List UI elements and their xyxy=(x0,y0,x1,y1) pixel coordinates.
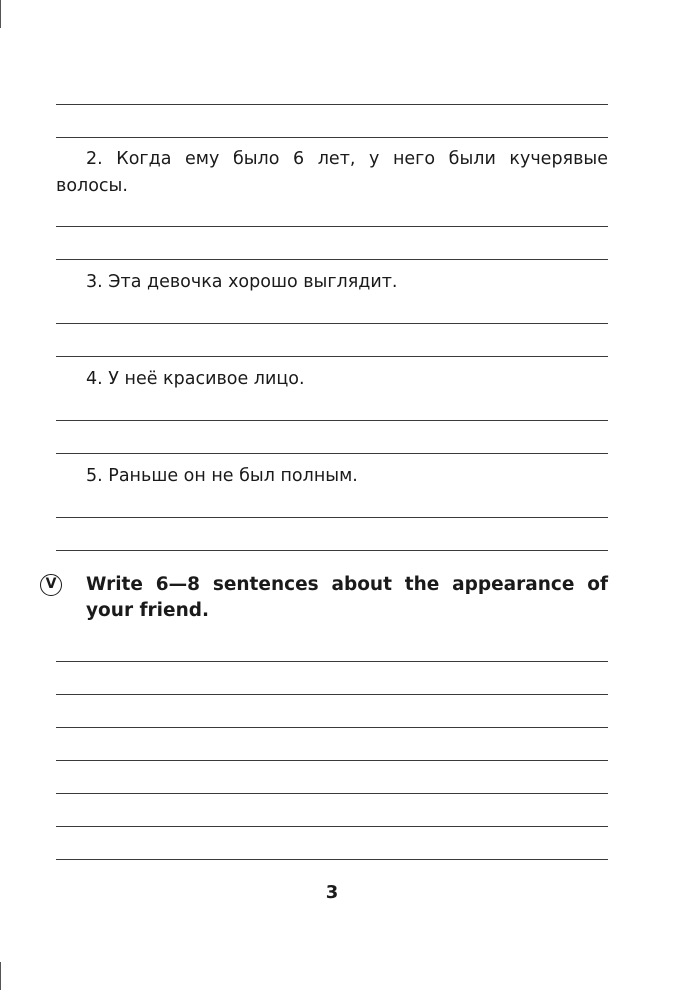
sentence-text: Эта девочка хорошо выглядит. xyxy=(108,272,398,292)
writing-line[interactable] xyxy=(56,694,608,695)
crop-mark-bottom xyxy=(0,962,1,990)
task-instruction: Write 6—8 sentences about the appearance of your friend. xyxy=(86,574,608,621)
crop-mark-top xyxy=(0,0,1,28)
sentence-3 xyxy=(56,269,608,296)
writing-line[interactable] xyxy=(56,859,608,860)
writing-line[interactable] xyxy=(56,826,608,827)
sentence-number: 4. xyxy=(86,369,103,389)
sentence-text: Когда ему было 6 лет, у него были кучерявые волосы. xyxy=(56,149,608,196)
task-number-badge: V xyxy=(40,574,62,596)
sentence-text: У неё красивое лицо. xyxy=(108,369,305,389)
sentence-2 xyxy=(56,146,608,200)
answer-line[interactable] xyxy=(56,517,608,518)
writing-line[interactable] xyxy=(56,727,608,728)
answer-line[interactable] xyxy=(56,137,608,138)
answer-line[interactable] xyxy=(56,104,608,105)
writing-line[interactable] xyxy=(56,793,608,794)
sentence-number: 2. xyxy=(86,149,103,169)
answer-line[interactable] xyxy=(56,420,608,421)
sentence-4 xyxy=(56,366,608,393)
sentence-number: 3. xyxy=(86,272,103,292)
answer-line[interactable] xyxy=(56,356,608,357)
answer-line[interactable] xyxy=(56,259,608,260)
page-number: 3 xyxy=(325,882,339,903)
answer-line[interactable] xyxy=(56,453,608,454)
sentence-number: 5. xyxy=(86,466,103,486)
answer-line[interactable] xyxy=(56,323,608,324)
writing-line[interactable] xyxy=(56,760,608,761)
writing-line[interactable] xyxy=(56,661,608,662)
answer-line[interactable] xyxy=(56,550,608,551)
sentence-5 xyxy=(56,463,608,490)
sentence-text: Раньше он не был полным. xyxy=(108,466,358,486)
answer-line[interactable] xyxy=(56,226,608,227)
